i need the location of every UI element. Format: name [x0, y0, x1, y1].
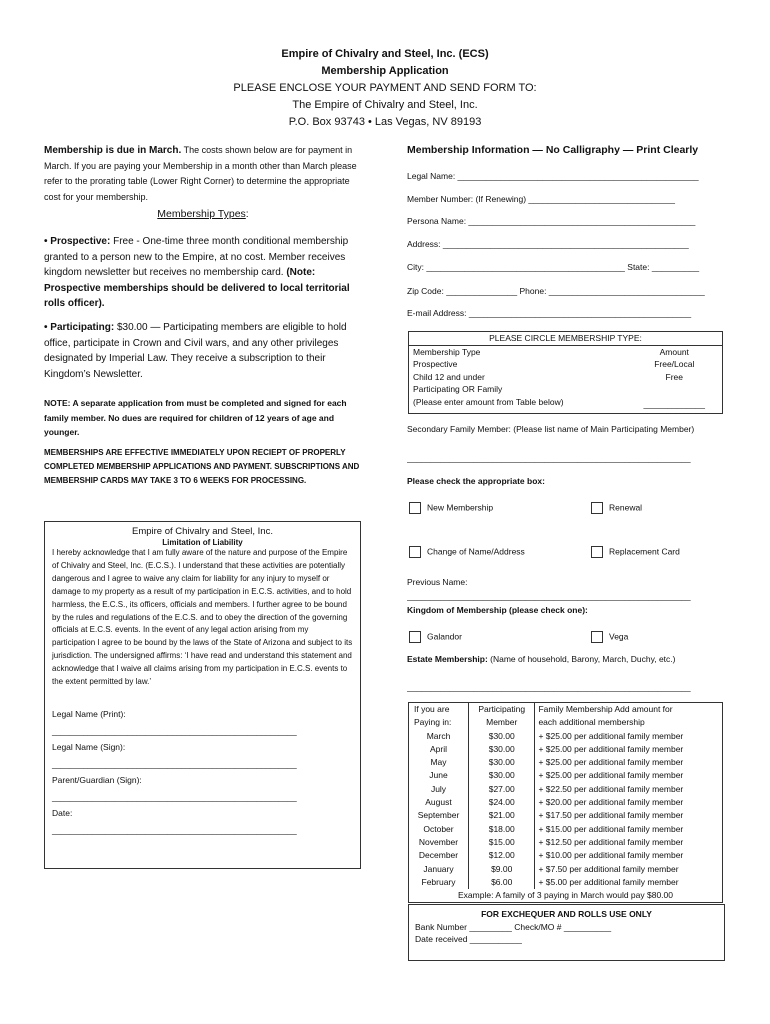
family-cell: + $12.50 per additional family member — [535, 836, 723, 849]
types-heading — [44, 208, 362, 220]
checkbox-icon[interactable] — [409, 631, 421, 643]
col-membership-type: Membership Type — [413, 346, 481, 357]
checkbox-icon[interactable] — [591, 631, 603, 643]
galandor-option[interactable] — [409, 631, 462, 643]
participating-cell: $24.00 — [469, 796, 535, 809]
table-row — [409, 743, 723, 756]
secondary-member-line[interactable]: ____________________________________________________________ — [407, 453, 691, 463]
table-row — [409, 876, 723, 889]
mailing-address: P.O. Box 93743 • Las Vegas, NV 89193 — [288, 116, 482, 128]
participating-cell: $27.00 — [469, 783, 535, 796]
table-row[interactable] — [409, 371, 723, 384]
enclose-text: PLEASE ENCLOSE YOUR PAYMENT AND SEND FORM TO: — [233, 82, 537, 94]
liability-box — [44, 521, 361, 869]
due-bold: Membership is due in March. — [44, 145, 182, 156]
participating-cell: $30.00 — [469, 769, 535, 782]
col-month — [409, 703, 469, 730]
change-name-label: Change of Name/Address — [427, 546, 525, 557]
table-row — [409, 823, 723, 836]
due-text: The costs shown below are for payment in March. If you are paying your Membership in a month other than March please refer to the prorating table (Lower Right Corner) to determine the appropriate cost for your membership. — [44, 145, 357, 202]
month-cell: July — [430, 783, 447, 794]
due-paragraph — [44, 143, 362, 205]
info-heading: Membership Information — No Calligraphy — Print Clearly — [407, 144, 699, 156]
checkbox-icon[interactable] — [591, 502, 603, 514]
col-amount: Amount — [659, 346, 689, 357]
new-membership-label: New Membership — [427, 502, 494, 513]
city-state-field[interactable]: City: __________________________________________ State: __________ — [407, 262, 700, 272]
change-name-option[interactable] — [409, 546, 525, 558]
table-row — [409, 783, 723, 796]
checkbox-icon[interactable] — [591, 546, 603, 558]
col-month-line2: Paying in: — [414, 717, 452, 728]
estate-line[interactable]: ____________________________________________________________ — [407, 682, 691, 692]
participating-paragraph — [44, 320, 362, 382]
participating-text: $30.00 — Participating members are eligible to hold office, participate in Crown and Civil wars, and any other privileges designated by Imperial Law. They receive a subscription to their Kingdom’s Newsletter. — [44, 322, 347, 380]
table-row — [409, 756, 723, 769]
family-cell: + $25.00 per additional family member — [535, 730, 723, 743]
member-number-field[interactable]: Member Number: (If Renewing) _______________________________ — [407, 194, 675, 204]
table-row[interactable] — [409, 383, 723, 396]
month-cell: February — [421, 876, 456, 887]
table-row — [409, 769, 723, 782]
exchequer-title: FOR EXCHEQUER AND ROLLS USE ONLY — [481, 909, 652, 919]
family-cell: + $22.50 per additional family member — [535, 783, 723, 796]
col-participating-line1: Participating — [478, 704, 526, 714]
kingdom-label: Kingdom of Membership (please check one): — [407, 605, 588, 615]
vega-option[interactable] — [591, 631, 628, 643]
family-cell: + $10.00 per additional family member — [535, 849, 723, 862]
month-cell: April — [430, 743, 448, 754]
table-row — [409, 796, 723, 809]
prospective-label: • Prospective: — [44, 236, 111, 247]
liability-org: Empire of Chivalry and Steel, Inc. — [132, 526, 273, 537]
amount-cell: Free — [665, 371, 684, 382]
table-row — [409, 863, 723, 876]
type-cell: Participating OR Family — [413, 384, 503, 394]
date-received-field[interactable]: Date received ___________ — [415, 934, 522, 944]
month-cell: August — [425, 797, 452, 808]
guardian-line[interactable]: _______________________________________________________ — [52, 792, 297, 802]
col-participating — [469, 703, 535, 730]
month-cell: May — [430, 757, 447, 768]
table-row — [409, 849, 723, 862]
family-cell: + $17.50 per additional family member — [535, 809, 723, 822]
month-cell: December — [418, 850, 459, 861]
col-family — [535, 703, 723, 730]
amount-cell — [627, 383, 723, 396]
participating-cell: $9.00 — [469, 863, 535, 876]
family-cell: + $25.00 per additional family member — [535, 769, 723, 782]
participating-cell: $30.00 — [469, 743, 535, 756]
participating-cell: $6.00 — [469, 876, 535, 889]
family-cell: + $7.50 per additional family member — [535, 863, 723, 876]
addressee: The Empire of Chivalry and Steel, Inc. — [292, 99, 478, 111]
membership-table-caption: PLEASE CIRCLE MEMBERSHIP TYPE: — [409, 332, 723, 346]
estate-label — [407, 654, 725, 664]
participating-cell: $12.00 — [469, 849, 535, 862]
prospective-note: (Note: Prospective memberships should be delivered to local territorial rolls officer). — [44, 267, 350, 309]
guardian-label: Parent/Guardian (Sign): — [52, 774, 142, 785]
family-note: NOTE: A separate application from must be completed and signed for each family member. No dues are required for children of 12 years of age and younger. — [44, 398, 347, 437]
renewal-option[interactable] — [591, 502, 642, 514]
checkbox-icon[interactable] — [409, 546, 421, 558]
renewal-label: Renewal — [609, 502, 643, 513]
form-title: Membership Application — [321, 65, 449, 77]
persona-name-field[interactable]: Persona Name: ________________________________________________ — [407, 216, 696, 226]
type-cell: Child 12 and under — [413, 371, 485, 382]
month-cell: January — [423, 863, 454, 874]
bank-number-field[interactable]: Bank Number _________ Check/MO # __________ — [415, 921, 612, 932]
types-heading-text: Membership Types — [157, 208, 246, 220]
legal-sign-line[interactable]: _______________________________________________________ — [52, 759, 297, 769]
prorate-table — [408, 702, 723, 903]
col-participating-line2: Member — [486, 717, 518, 728]
type-cell: (Please enter amount from Table below) — [413, 396, 564, 407]
date-line[interactable]: _______________________________________________________ — [52, 825, 297, 835]
secondary-member-label: Secondary Family Member: (Please list name of Main Participating Member) — [407, 424, 695, 434]
col-month-line1: If you are — [414, 704, 450, 714]
estate-label-bold: Estate Membership: — [407, 654, 488, 664]
table-row[interactable] — [409, 358, 723, 371]
legal-sign-label: Legal Name (Sign): — [52, 741, 126, 752]
month-cell: September — [417, 810, 460, 821]
estate-label-text: (Name of household, Barony, March, Duchy, etc.) — [487, 654, 676, 664]
address-field[interactable]: Address: ____________________________________________________ — [407, 239, 689, 249]
prorate-example: Example: A family of 3 paying in March would pay $80.00 — [409, 889, 723, 903]
prorate-header — [409, 703, 723, 730]
prospective-paragraph — [44, 234, 362, 312]
family-cell: + $25.00 per additional family member — [535, 743, 723, 756]
previous-name-line[interactable]: ____________________________________________________________ — [407, 591, 691, 601]
family-cell: + $20.00 per additional family member — [535, 796, 723, 809]
participating-label: • Participating: — [44, 322, 115, 333]
participating-cell: $30.00 — [469, 730, 535, 743]
family-cell: + $15.00 per additional family member — [535, 823, 723, 836]
effective-notice: MEMBERSHIPS ARE EFFECTIVE IMMEDIATELY UPON RECIEPT OF PROPERLY COMPLETED MEMBERSHIP APPLICATIONS AND PAYMENT. SUBSCRIPTIONS AND MEMBERSHIP CARDS MAY TAKE 3 TO 6 WEEKS FOR PROCESSING. — [44, 448, 360, 485]
check-box-label: Please check the appropriate box: — [407, 476, 545, 486]
replacement-card-option[interactable] — [591, 546, 680, 558]
month-cell: June — [429, 770, 448, 781]
checkbox-icon[interactable] — [409, 502, 421, 514]
liability-text: I hereby acknowledge that I am fully aware of the nature and purpose of the Empire of Chivalry and Steel, Inc. (E.C.S.). I understand that these activities are potentially dangerous and I agree to waive any claim for liability for any injury to myself or damage to my property as a result of my participation in E.C.S. activities, and to hold harmless, the E.C.S., its officers, officials and members. I further agree to be bound by the rules and regulations of the E.C.S. and to obey the direction of the governing officials at E.C.S. events. In the event of any legal action arising from my participation I agree to be bound by the laws of the State of Arizona and subject to its jurisdiction. The undersigned affirms: ‘I have read and understand this statement and acknowledge that I waive all claims arising from my participation in E.C.S. events to the extent permitted by law.’ — [52, 548, 353, 687]
col-family-line2: each additional membership — [538, 717, 645, 728]
legal-print-label: Legal Name (Print): — [52, 708, 126, 719]
liability-title: Limitation of Liability — [162, 538, 243, 547]
month-cell: March — [426, 730, 451, 741]
month-cell: November — [418, 836, 459, 847]
legal-name-field[interactable]: Legal Name: ___________________________________________________ — [407, 171, 699, 181]
family-cell: + $5.00 per additional family member — [535, 876, 723, 889]
legal-print-line[interactable]: _______________________________________________________ — [52, 726, 297, 736]
replacement-card-label: Replacement Card — [609, 546, 680, 557]
types-heading-colon: : — [245, 208, 249, 220]
document-header — [0, 46, 770, 131]
table-row — [409, 809, 723, 822]
exchequer-box — [408, 904, 725, 961]
table-row — [409, 836, 723, 849]
amount-cell: Free/Local — [654, 359, 695, 369]
table-row[interactable] — [409, 396, 723, 414]
org-title: Empire of Chivalry and Steel, Inc. (ECS) — [281, 48, 489, 60]
family-cell: + $25.00 per additional family member — [535, 756, 723, 769]
participating-cell: $21.00 — [469, 809, 535, 822]
date-label: Date: — [52, 807, 73, 818]
membership-type-table — [408, 331, 723, 414]
col-family-line1: Family Membership Add amount for — [538, 704, 673, 714]
month-cell: October — [423, 823, 454, 834]
zip-phone-field[interactable]: Zip Code: _______________ Phone: _________________________________ — [407, 286, 705, 296]
vega-label: Vega — [609, 631, 629, 642]
participating-cell: $30.00 — [469, 756, 535, 769]
table-row — [409, 730, 723, 743]
type-cell: Prospective — [413, 359, 458, 369]
new-membership-option[interactable] — [409, 502, 493, 514]
email-field[interactable]: E-mail Address: _______________________________________________ — [407, 308, 692, 318]
previous-name-label: Previous Name: — [407, 577, 468, 587]
participating-cell: $15.00 — [469, 836, 535, 849]
prospective-text: Free - One-time three month conditional membership granted to a person new to the Empire, at no cost. Member receives kingdom newsletter but receives no membership card. — [44, 236, 349, 278]
amount-entry-field[interactable]: _____________ — [643, 399, 706, 409]
participating-cell: $18.00 — [469, 823, 535, 836]
galandor-label: Galandor — [427, 631, 462, 642]
